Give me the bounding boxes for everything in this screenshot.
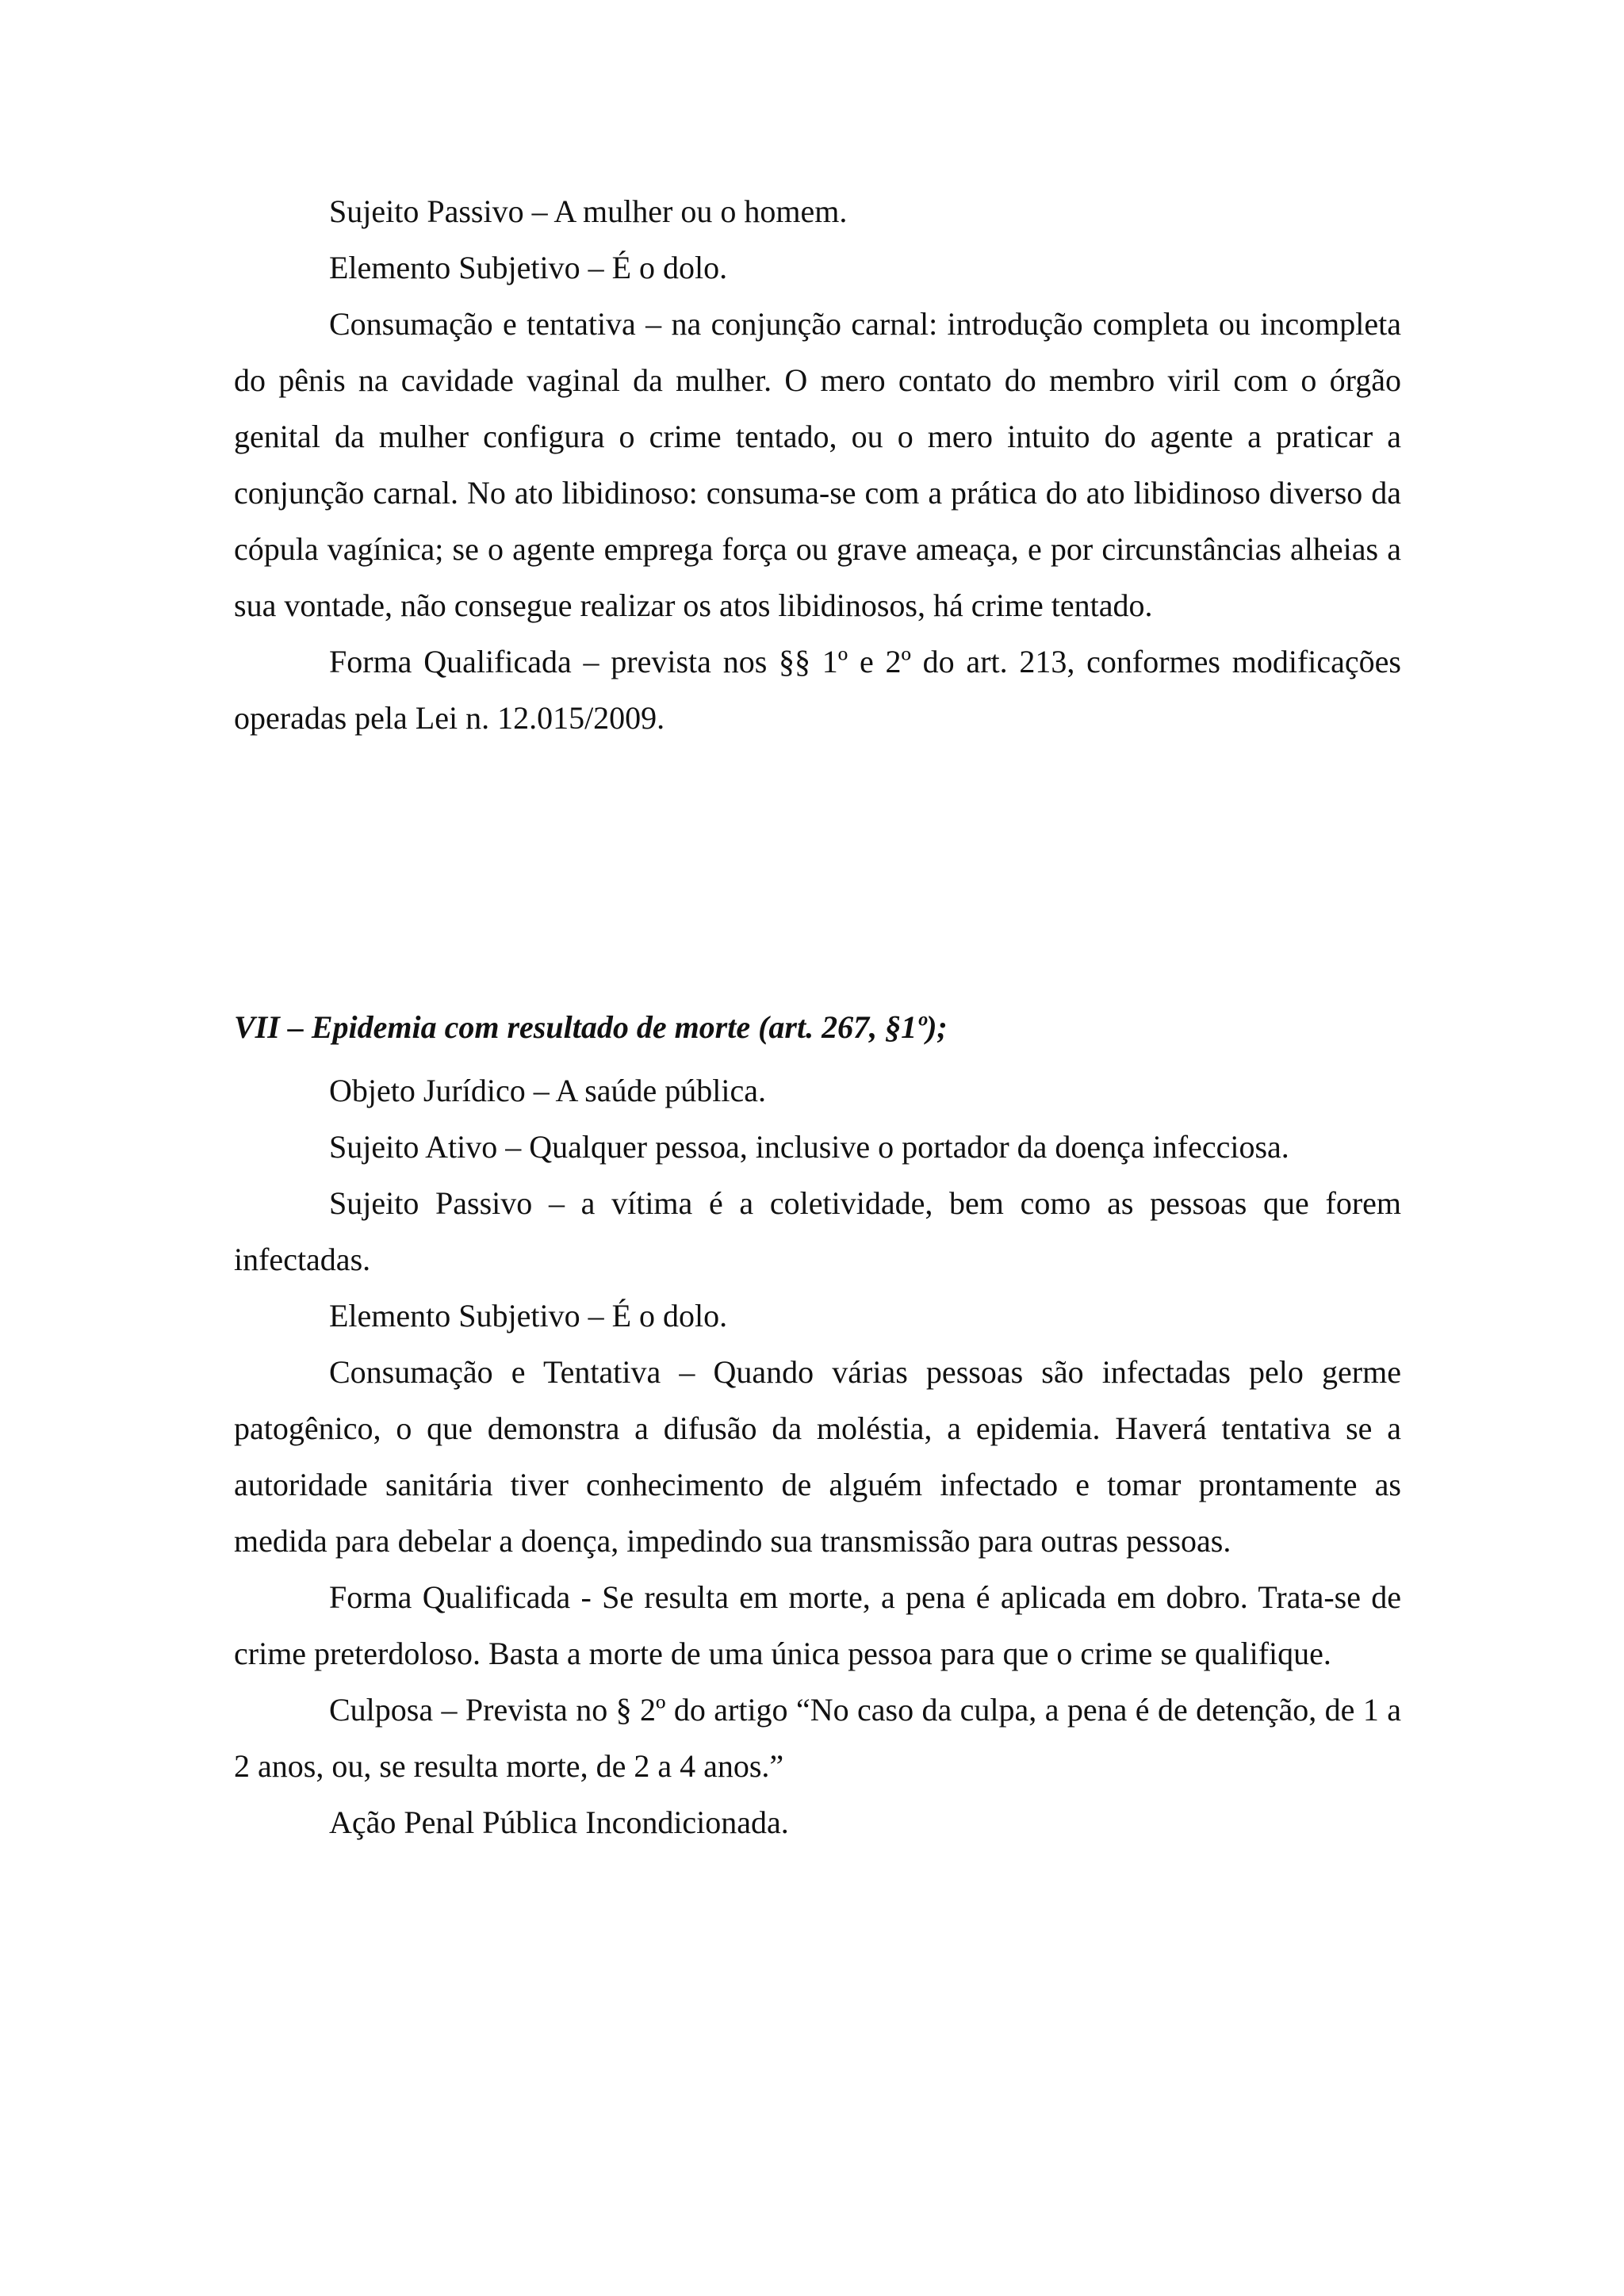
paragraph-elemento-subjetivo: Elemento Subjetivo – É o dolo. [329, 250, 728, 285]
paragraph-acao-penal: Ação Penal Pública Incondicionada. [329, 1804, 789, 1840]
section-crime-elements [234, 183, 1401, 746]
paragraph-objeto-juridico: Objeto Jurídico – A saúde pública. [329, 1073, 767, 1108]
paragraph-consumacao-tentativa: Consumação e tentativa – na conjunção carnal: introdução completa ou incompleta do pênis na cavidade vaginal da mulher. O mero contato do membro viril com o órgão genital da mulher configura o crime tentado, ou o mero intuito do agente a praticar a conjunção carnal. No ato libidinoso: consuma-se com a prática do ato libidinoso diverso da cópula vagínica; se o agente emprega força ou grave ameaça, e por circunstâncias alheias a sua vontade, não consegue realizar os atos libidinosos, há crime tentado. [234, 306, 1401, 623]
paragraph-forma-qualificada: Forma Qualificada – prevista nos §§ 1º e 2º do art. 213, conformes modificações operadas pela Lei n. 12.015/2009. [234, 644, 1401, 736]
paragraph-sujeito-passivo: Sujeito Passivo – A mulher ou o homem. [329, 193, 848, 229]
paragraph-elemento-subjetivo: Elemento Subjetivo – É o dolo. [329, 1298, 728, 1334]
paragraph-culposa: Culposa – Prevista no § 2º do artigo “No caso da culpa, a pena é de detenção, de 1 a 2 anos, ou, se resulta morte, de 2 a 4 anos.” [234, 1692, 1401, 1784]
paragraph-sujeito-ativo: Sujeito Ativo – Qualquer pessoa, inclusive o portador da doença infecciosa. [329, 1129, 1289, 1165]
section-heading-epidemia: VII – Epidemia com resultado de morte (art. 267, §1º); [234, 1009, 948, 1045]
section-epidemia [234, 1062, 1401, 1850]
paragraph-forma-qualificada: Forma Qualificada - Se resulta em morte, a pena é aplicada em dobro. Trata-se de crime preterdoloso. Basta a morte de uma única pessoa para que o crime se qualifique. [234, 1579, 1401, 1671]
paragraph-sujeito-passivo: Sujeito Passivo – a vítima é a coletividade, bem como as pessoas que forem infectadas. [234, 1185, 1401, 1277]
paragraph-consumacao-tentativa: Consumação e Tentativa – Quando várias pessoas são infectadas pelo germe patogênico, o que demonstra a difusão da moléstia, a epidemia. Haverá tentativa se a autoridade sanitária tiver conhecimento de alguém infectado e tomar prontamente as medida para debelar a doença, impedindo sua transmissão para outras pessoas. [234, 1354, 1401, 1559]
